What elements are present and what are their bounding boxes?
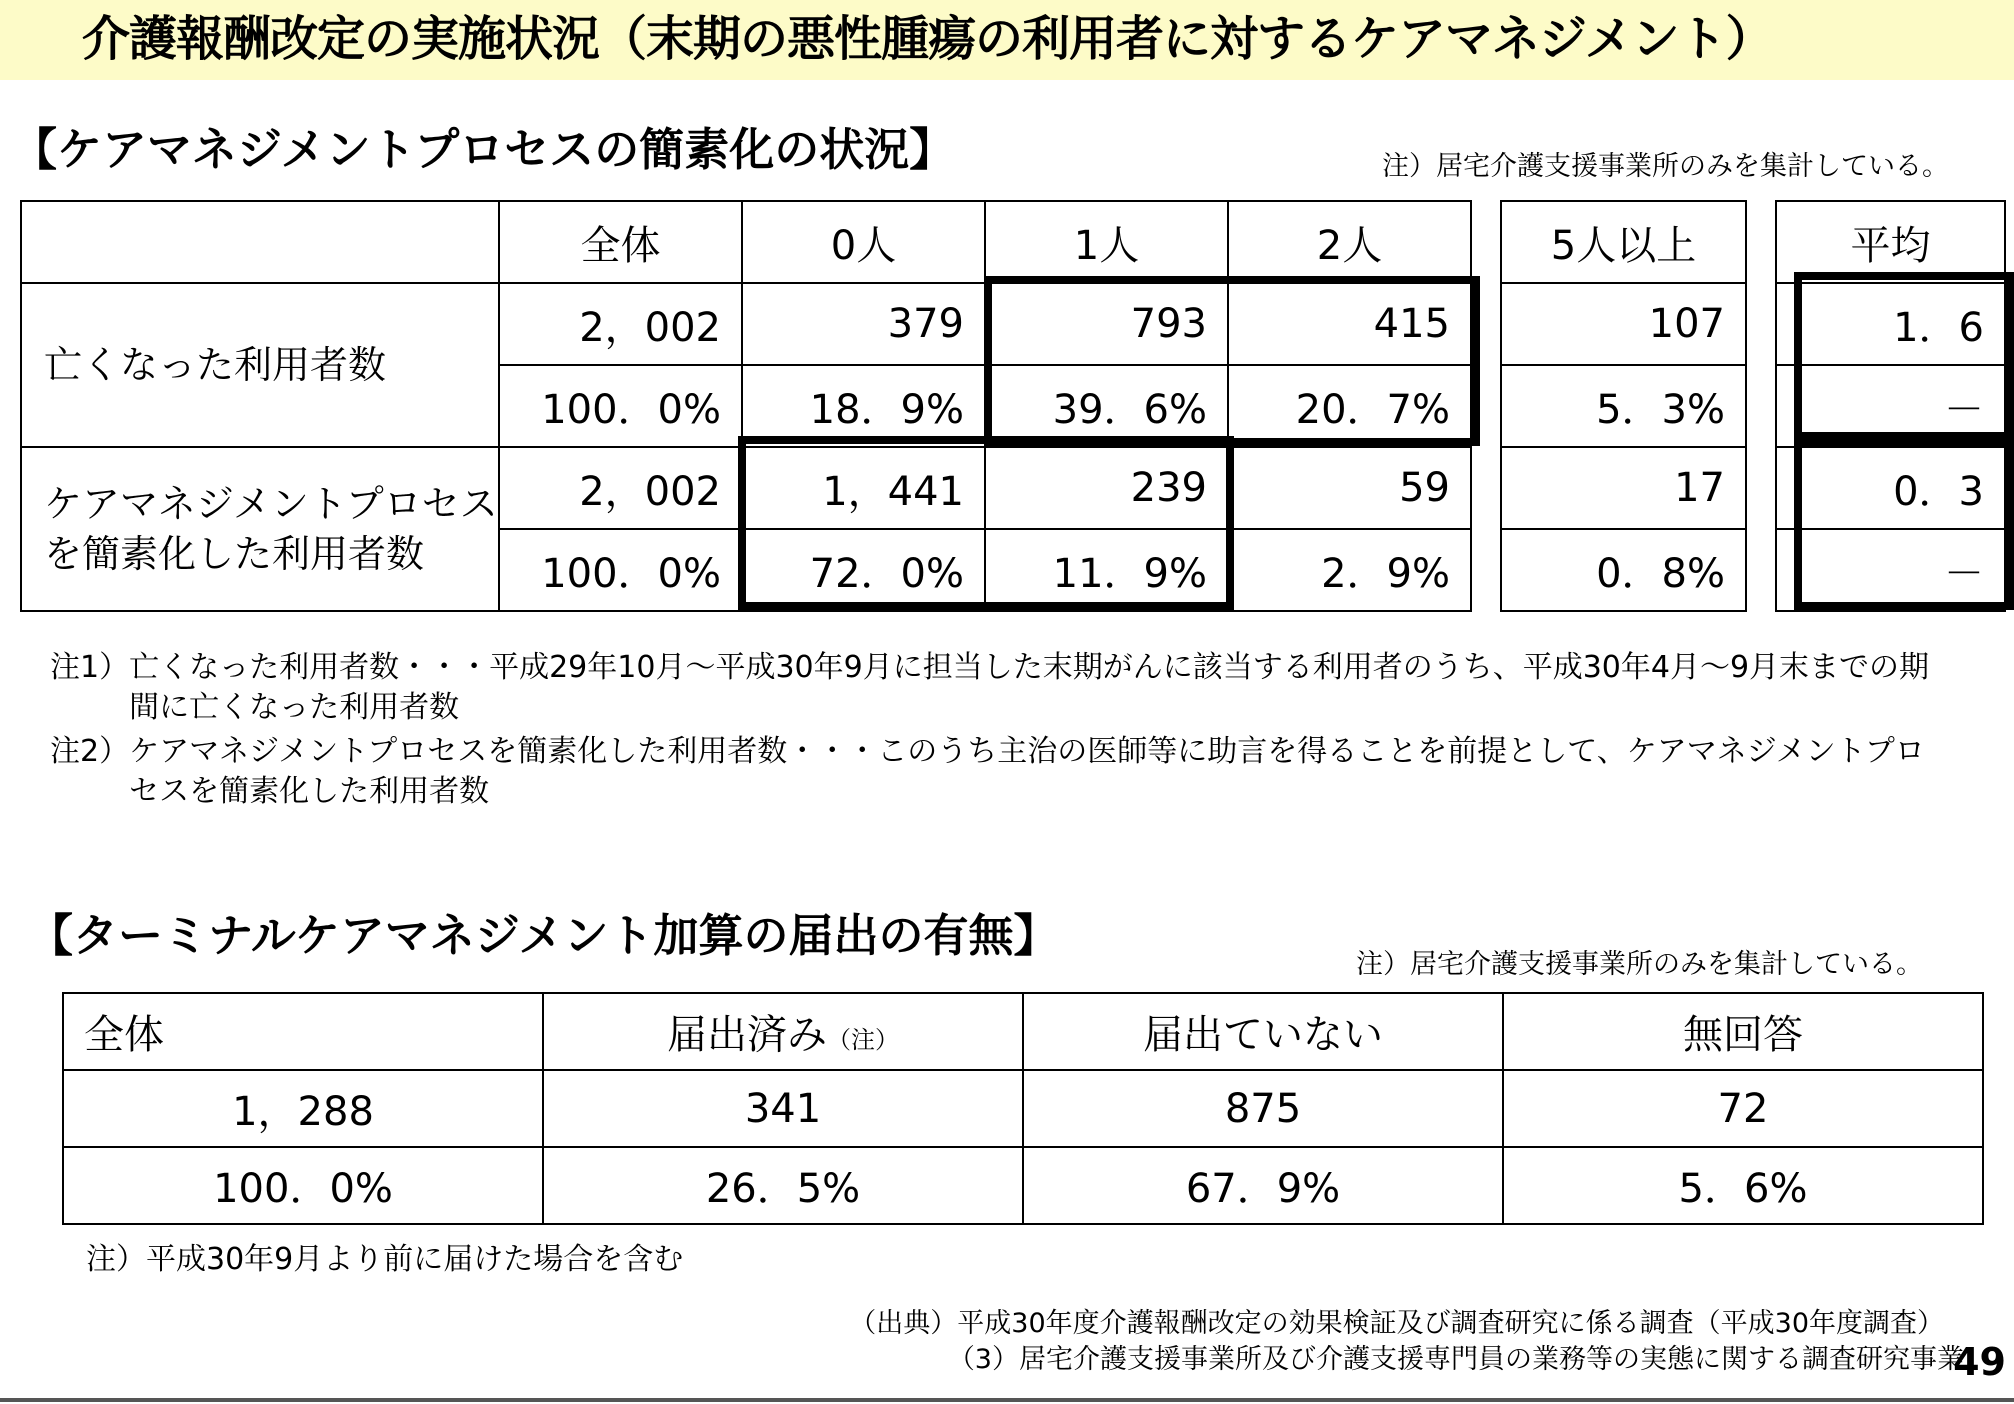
cell: －	[1776, 529, 2005, 611]
bottom-divider	[0, 1398, 2014, 1402]
cell: 0．3	[1776, 447, 2005, 529]
cell: 875	[1023, 1070, 1503, 1147]
cell: 18．9%	[742, 365, 985, 447]
section1-note: 注）居宅介護支援事業所のみを集計している。	[1382, 151, 1949, 182]
section2-heading: 【ターミナルケアマネジメント加算の届出の有無】	[28, 909, 1059, 962]
cell: 415	[1228, 283, 1471, 365]
cell: 2．9%	[1228, 529, 1471, 611]
notification-table	[62, 992, 1984, 1225]
cell: 1．6	[1776, 283, 2005, 365]
title-banner	[0, 0, 2014, 80]
cell: 100．0%	[63, 1147, 543, 1224]
cell: 2，002	[499, 447, 742, 529]
row-label-deceased: 亡くなった利用者数	[21, 283, 499, 447]
source-line-2: （3）居宅介護支援事業所及び介護支援専門員の業務等の実態に関する調査研究事業	[947, 1344, 1964, 1375]
gap-cell	[1471, 201, 1501, 283]
col-header-5plus: 5人以上	[1501, 201, 1746, 283]
gap-cell	[1746, 365, 1776, 447]
table-row	[21, 283, 2005, 365]
table-row	[21, 447, 2005, 529]
cell: 341	[543, 1070, 1023, 1147]
gap-cell	[1471, 365, 1501, 447]
gap-cell	[1471, 283, 1501, 365]
cell: 20．7%	[1228, 365, 1471, 447]
gap-cell	[1746, 447, 1776, 529]
table-row	[63, 1070, 1983, 1147]
cell: 17	[1501, 447, 1746, 529]
cell: 100．0%	[499, 365, 742, 447]
col-header-1: 1人	[985, 201, 1228, 283]
cell: 793	[985, 283, 1228, 365]
cell: －	[1776, 365, 2005, 447]
col-header-not-notified: 届出ていない	[1023, 993, 1503, 1070]
gap-cell	[1746, 529, 1776, 611]
table-header-row	[21, 201, 2005, 283]
col-header-notified-note: （注）	[827, 1026, 899, 1054]
cell: 2，002	[499, 283, 742, 365]
section1-heading: 【ケアマネジメントプロセスの簡素化の状況】	[12, 123, 955, 176]
section1-footnotes	[50, 648, 1950, 812]
row-label-simplified: ケアマネジメントプロセスを簡素化した利用者数	[21, 447, 499, 611]
section2-note: 注）居宅介護支援事業所のみを集計している。	[1356, 949, 1923, 980]
col-header-notified-label: 届出済み	[667, 1012, 827, 1058]
cell: 100．0%	[499, 529, 742, 611]
cell: 1，441	[742, 447, 985, 529]
cell: 1，288	[63, 1070, 543, 1147]
cell: 107	[1501, 283, 1746, 365]
gap-cell	[1471, 529, 1501, 611]
gap-cell	[1746, 283, 1776, 365]
cell: 5．6%	[1503, 1147, 1983, 1224]
footnote-2-text: ケアマネジメントプロセスを簡素化した利用者数・・・このうち主治の医師等に助言を得ることを前提として、ケアマネジメントプロセスを簡素化した利用者数	[129, 734, 1925, 809]
col-header-total: 全体	[63, 993, 543, 1070]
footnote-1-tag: 注1）	[50, 650, 130, 685]
col-header-total: 全体	[499, 201, 742, 283]
col-header-2: 2人	[1228, 201, 1471, 283]
gap-cell	[1471, 447, 1501, 529]
cell: 26．5%	[543, 1147, 1023, 1224]
footnote-2-tag: 注2）	[50, 734, 130, 769]
cell: 5．3%	[1501, 365, 1746, 447]
cell: 72．0%	[742, 529, 985, 611]
cell: 59	[1228, 447, 1471, 529]
col-header-no-answer: 無回答	[1503, 993, 1983, 1070]
table-header-row	[63, 993, 1983, 1070]
footnote-1	[50, 648, 1950, 728]
gap-cell	[1746, 201, 1776, 283]
cell: 239	[985, 447, 1228, 529]
simplification-table	[20, 200, 2006, 612]
header-empty-cell	[21, 201, 499, 283]
cell: 0．8%	[1501, 529, 1746, 611]
section2-footnote: 注）平成30年9月より前に届けた場合を含む	[86, 1242, 684, 1277]
cell: 379	[742, 283, 985, 365]
page-title: 介護報酬改定の実施状況（末期の悪性腫瘍の利用者に対するケアマネジメント）	[82, 11, 1773, 67]
footnote-2	[50, 732, 1950, 812]
page-number: 49	[1953, 1340, 2006, 1384]
cell: 39．6%	[985, 365, 1228, 447]
col-header-average: 平均	[1776, 201, 2005, 283]
cell: 67．9%	[1023, 1147, 1503, 1224]
col-header-notified	[543, 993, 1023, 1070]
cell: 11．9%	[985, 529, 1228, 611]
source-line-1: （出典）平成30年度介護報酬改定の効果検証及び調査研究に係る調査（平成30年度調査）	[849, 1308, 1944, 1339]
footnote-1-text: 亡くなった利用者数・・・平成29年10月～平成30年9月に担当した末期がんに該当する利用者のうち、平成30年4月～9月末までの期間に亡くなった利用者数	[129, 650, 1930, 725]
cell: 72	[1503, 1070, 1983, 1147]
col-header-0: 0人	[742, 201, 985, 283]
table-row	[63, 1147, 1983, 1224]
